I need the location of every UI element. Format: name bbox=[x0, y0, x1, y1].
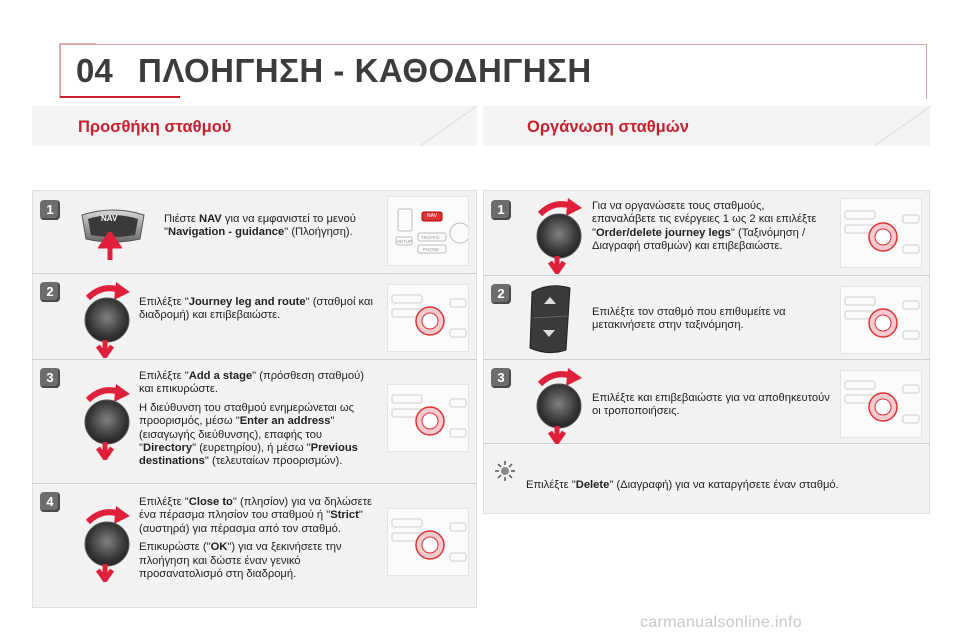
step-instruction: Επιλέξτε "Add a stage" (πρόσθεση σταθμού) και επικυρώστε. Η διεύθυνση του σταθμού ενημερώνεται ως προορισμός, μέσω "Enter an address" (εισαγωγής διεύθυνσης), επαφής του "Directory" (ευρετηρίου), ή μέσω "Previous destinations" (τελευταίων προορισμών). bbox=[139, 370, 364, 468]
console-thumbnail-knob bbox=[387, 284, 469, 352]
right-section-title: Οργάνωση σταθμών bbox=[527, 118, 689, 136]
step-number-badge: 3 bbox=[40, 368, 60, 388]
right-section-header-diagonal bbox=[874, 106, 934, 148]
rotary-knob-rotate-icon bbox=[78, 280, 140, 358]
console-thumbnail-knob bbox=[387, 384, 469, 452]
step-number-badge: 2 bbox=[491, 284, 511, 304]
press-arrow-icon bbox=[98, 232, 122, 262]
rotary-knob-rotate-icon bbox=[530, 196, 592, 274]
left-section-title: Προσθήκη σταθμού bbox=[78, 118, 232, 136]
rotary-knob-rotate-icon bbox=[530, 366, 592, 444]
tip-sun-icon bbox=[494, 460, 516, 482]
step-instruction: Επιλέξτε "Journey leg and route" (σταθμοί και διαδρομή) και επιβεβαιώστε. bbox=[139, 296, 373, 322]
step-instruction: Για να οργανώσετε τους σταθμούς, επαναλάβετε τις ενέργειες 1 ως 2 και επιλέξτε "Order/delete journey legs" (Ταξινόμηση / Διαγραφή σταθμών) και επιβεβαιώστε. bbox=[592, 200, 817, 253]
thumb-nav-label: NAV bbox=[427, 213, 437, 219]
header-accent-bar bbox=[60, 96, 180, 98]
step-number-badge: 2 bbox=[40, 282, 60, 302]
rotary-knob-rotate-icon bbox=[78, 504, 140, 582]
thumb-phone-label: PHONE bbox=[423, 247, 440, 252]
console-thumbnail-knob bbox=[387, 508, 469, 576]
step-instruction: Επιλέξτε τον σταθμό που επιθυμείτε να μετακινήσετε στην ταξινόμηση. bbox=[592, 306, 786, 332]
up-down-rocker-icon bbox=[526, 282, 576, 356]
step-number-badge: 3 bbox=[491, 368, 511, 388]
nav-button-label: NAV bbox=[101, 214, 118, 223]
thumb-setup-label: SETUP bbox=[397, 239, 413, 244]
thumb-traffic-label: TRAFFIC bbox=[421, 235, 440, 240]
step-number-badge: 1 bbox=[491, 200, 511, 220]
step-number-badge: 4 bbox=[40, 492, 60, 512]
step-instruction: Πιέστε NAV για να εμφανιστεί το μενού "Navigation - guidance" (Πλοήγηση). bbox=[164, 213, 356, 239]
console-thumbnail-knob bbox=[840, 370, 922, 438]
watermark: carmanualsonline.info bbox=[640, 614, 802, 631]
step-number-badge: 1 bbox=[40, 200, 60, 220]
tip-text: Επιλέξτε "Delete" (Διαγραφή) για να καταργήσετε έναν σταθμό. bbox=[526, 479, 839, 491]
rotary-knob-rotate-icon bbox=[78, 382, 140, 460]
page-title: ΠΛΟΗΓΗΣΗ - ΚΑΘΟΔΗΓΗΣΗ bbox=[138, 52, 592, 89]
left-section-header-diagonal bbox=[420, 106, 480, 148]
console-thumbnail-knob bbox=[840, 286, 922, 354]
console-thumbnail-knob bbox=[840, 198, 922, 268]
chapter-number: 04 bbox=[76, 52, 113, 89]
step-instruction: Επιλέξτε και επιβεβαιώστε για να αποθηκευτούν οι τροποποιήσεις. bbox=[592, 392, 830, 418]
console-thumbnail-nav bbox=[387, 196, 469, 266]
step-instruction: Επιλέξτε "Close to" (πλησίον) για να δηλώσετε ένα πέρασμα πλησίον του σταθμού ή "Strict" (αυστηρά) για πέρασμα από τον σταθμό. Επικυρώστε ("OK") για να ξεκινήσετε την πλοήγηση και δώστε έναν γενικό προσανατολισμό στη διαδρομή. bbox=[139, 496, 373, 581]
